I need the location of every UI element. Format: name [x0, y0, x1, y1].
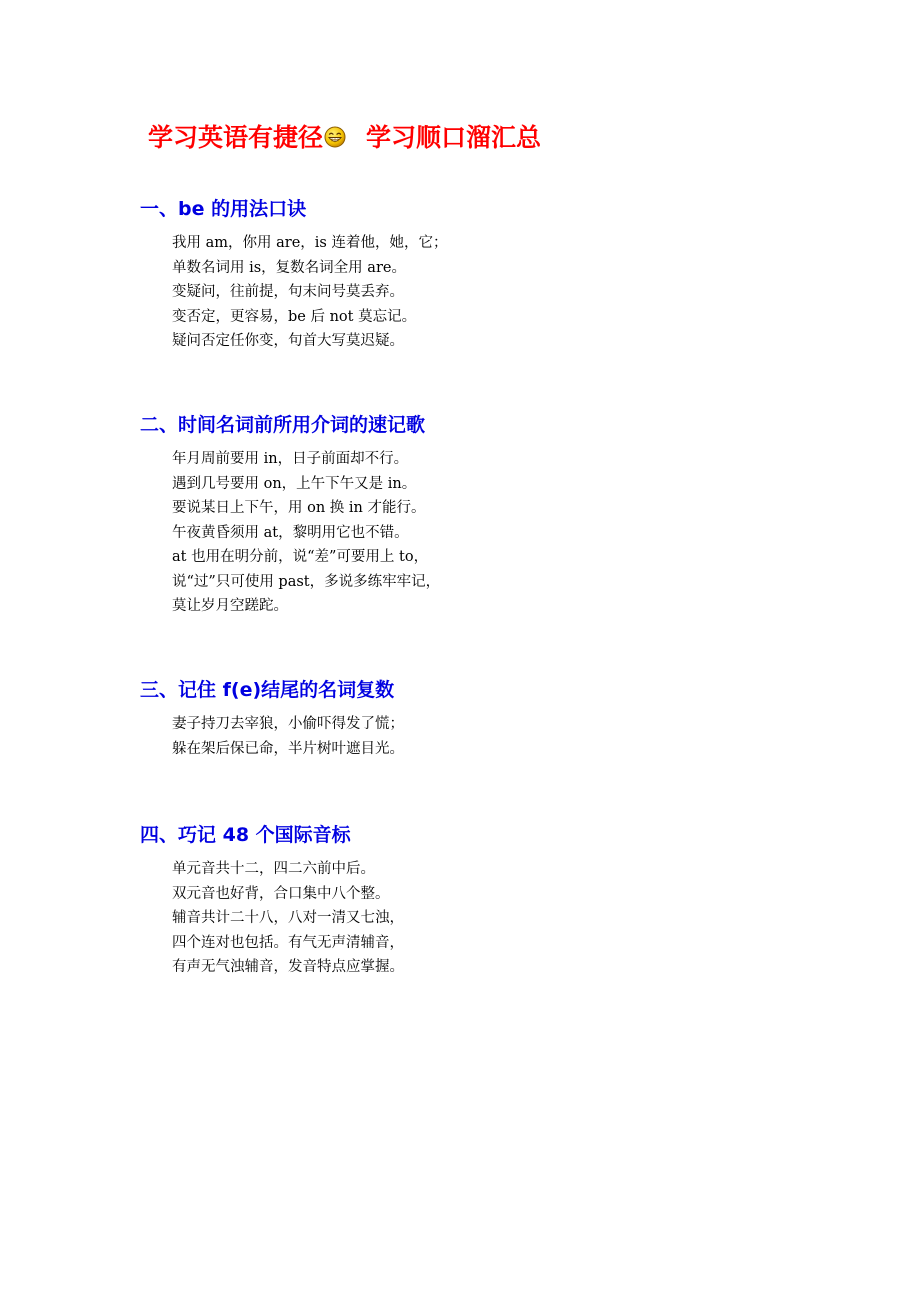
rhyme-line: 有声无气浊辅音，发音特点应掌握。	[172, 959, 404, 975]
rhyme-line: 躲在架后保已命，半片树叶遮目光。	[172, 740, 404, 757]
document-title	[148, 116, 541, 156]
rhyme-line: 妻子持刀去宰狼，小偷吓得发了慌；	[172, 716, 404, 732]
title-part-1: 学习英语有捷径	[148, 123, 324, 152]
rhyme-line: 变否定，更容易，be 后 not 莫忘记。	[172, 308, 417, 325]
title-part-2: 学习顺口溜汇总	[366, 123, 542, 152]
rhyme-line: 疑问否定任你变，句首大写莫迟疑。	[172, 333, 404, 349]
rhyme-line: 莫让岁月空蹉跎。	[172, 598, 288, 614]
rhyme-line: 双元音也好背，合口集中八个整。	[172, 885, 390, 902]
rhyme-line: 单元音共十二，四二六前中后。	[172, 861, 375, 877]
section-be-usage	[140, 195, 840, 370]
section-heading: 二、时间名词前所用介词的速记歌	[140, 414, 426, 436]
rhyme-line: 四个连对也包括。有气无声清辅音，	[172, 934, 404, 951]
rhyme-line: 午夜黄昏须用 at，黎明用它也不错。	[172, 524, 409, 541]
rhyme-line: 变疑问，往前提，句末问号莫丢弃。	[172, 284, 404, 300]
section-heading: 四、巧记 48 个国际音标	[140, 824, 351, 846]
rhyme-line: 辅音共计二十八，八对一清又七浊，	[172, 910, 404, 926]
rhyme-lines	[172, 447, 840, 619]
grinning-face-icon	[324, 125, 346, 147]
rhyme-line: 年月周前要用 in，日子前面却不行。	[172, 451, 409, 467]
rhyme-line: 遇到几号要用 on，上午下午又是 in。	[172, 475, 417, 492]
rhyme-line: 我用 am，你用 are，is 连着他，她，它；	[172, 235, 448, 251]
section-phonetic-symbols	[140, 821, 840, 996]
rhyme-lines	[172, 857, 840, 980]
rhyme-line: 要说某日上下午，用 on 换 in 才能行。	[172, 500, 426, 516]
rhyme-line: 说“过”只可使用 past，多说多练牢牢记，	[172, 573, 441, 590]
rhyme-line: at 也用在明分前，说“差”可要用上 to，	[172, 549, 429, 565]
rhyme-lines	[172, 712, 840, 761]
rhyme-line: 单数名词用 is，复数名词全用 are。	[172, 259, 406, 276]
section-heading: 三、记住 f(e)结尾的名词复数	[140, 679, 395, 701]
section-fe-plurals	[140, 676, 840, 777]
rhyme-lines	[172, 231, 840, 354]
section-time-prepositions	[140, 411, 840, 635]
section-heading: 一、be 的用法口诀	[140, 198, 307, 220]
